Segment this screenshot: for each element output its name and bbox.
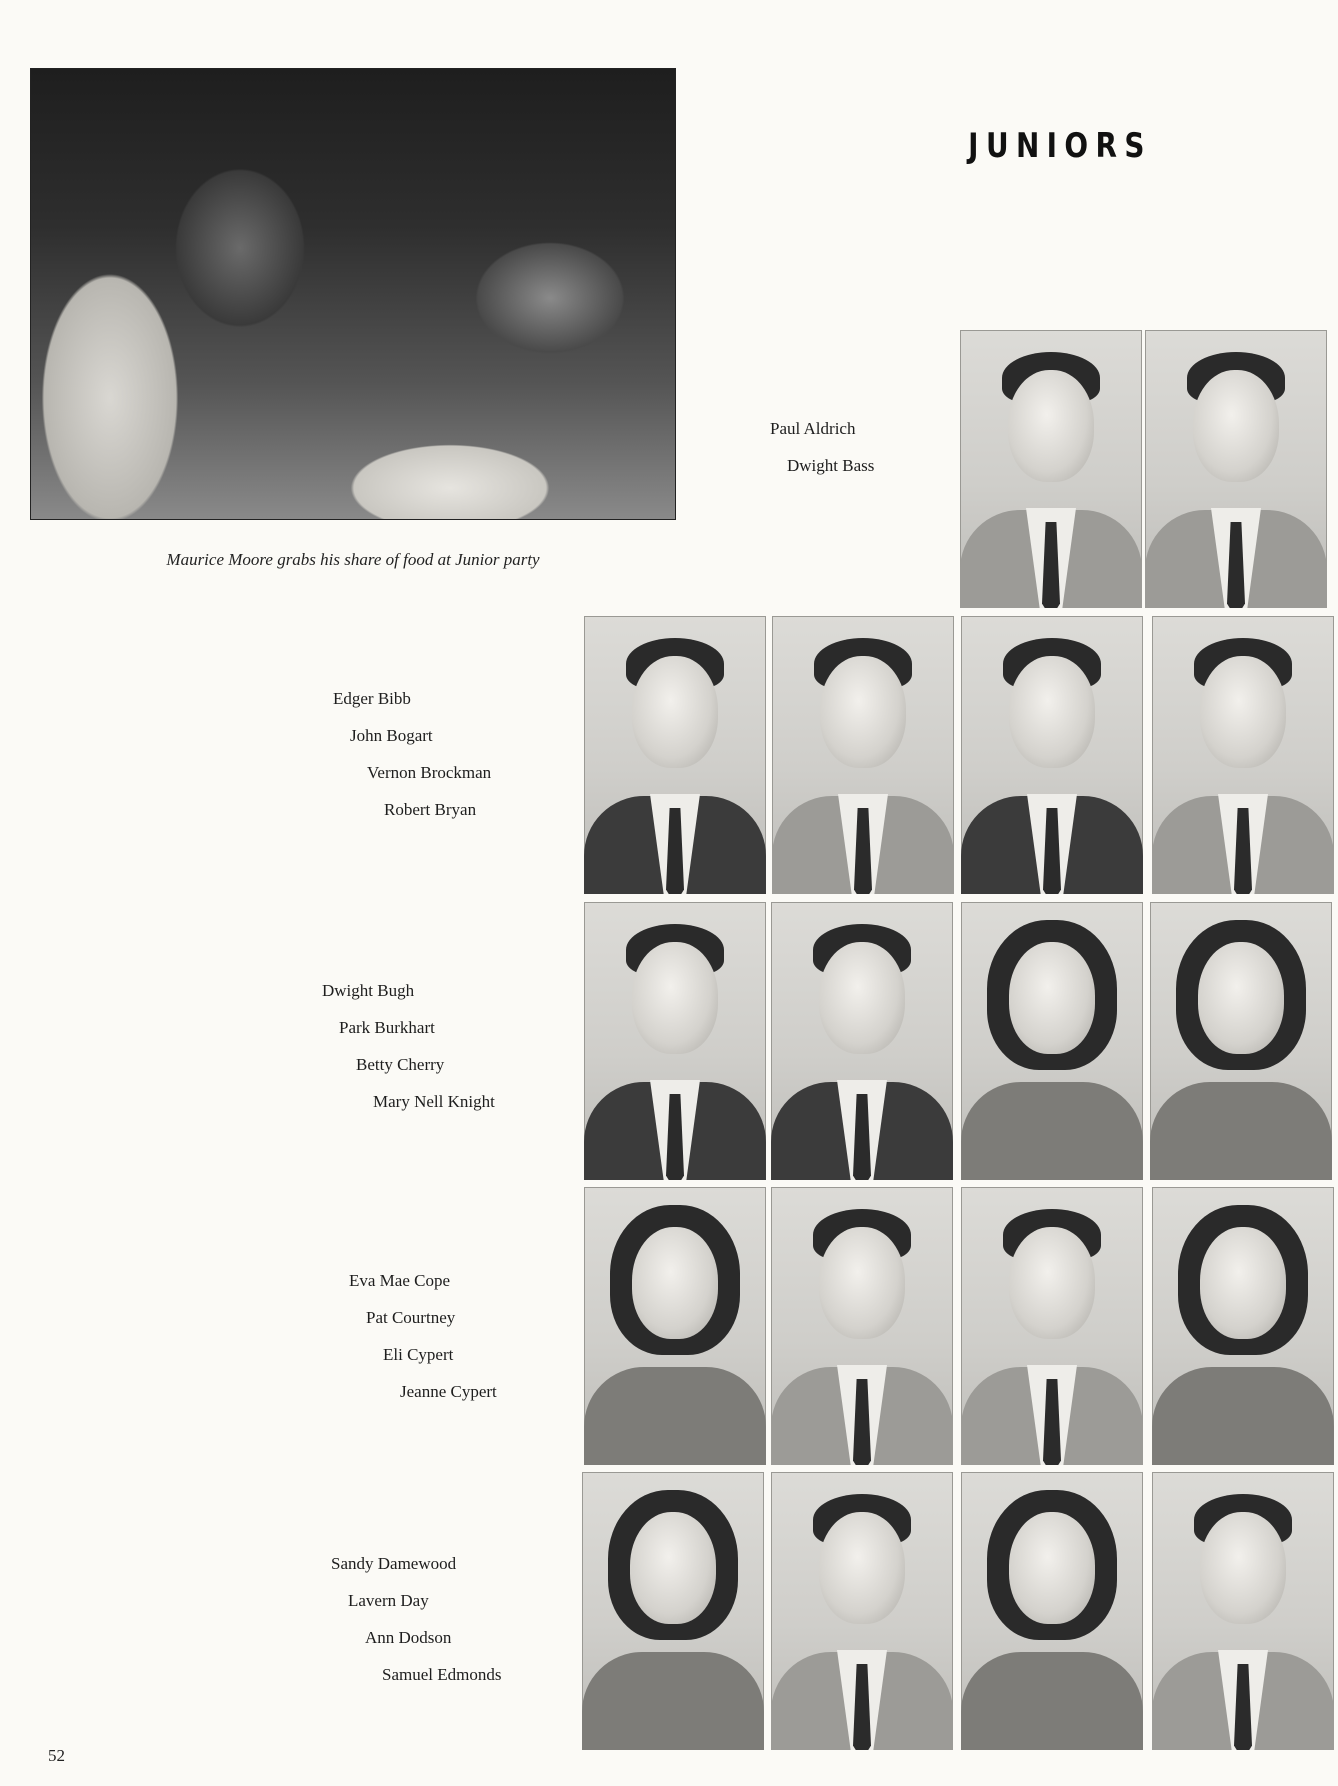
student-name: Robert Bryan xyxy=(384,800,477,819)
portrait-photo xyxy=(1152,1187,1334,1465)
portrait-photo xyxy=(961,1187,1143,1465)
student-name: Eli Cypert xyxy=(383,1345,454,1364)
student-name: John Bogart xyxy=(350,726,433,745)
portrait-photo xyxy=(772,616,954,894)
student-name: Betty Cherry xyxy=(356,1055,445,1074)
portrait-photo xyxy=(1145,330,1327,608)
name-list-group-4 xyxy=(349,1262,497,1410)
portrait-photo xyxy=(1152,1472,1334,1750)
portrait-photo xyxy=(961,902,1143,1180)
student-name: Vernon Brockman xyxy=(367,763,492,782)
student-name: Jeanne Cypert xyxy=(400,1382,497,1401)
portrait-photo xyxy=(961,1472,1143,1750)
name-list-group-1 xyxy=(770,410,874,484)
portrait-photo xyxy=(1152,616,1334,894)
student-name: Samuel Edmonds xyxy=(382,1665,502,1684)
student-name: Mary Nell Knight xyxy=(373,1092,495,1111)
student-name: Ann Dodson xyxy=(365,1628,452,1647)
portrait-photo xyxy=(584,902,766,1180)
portrait-photo xyxy=(584,616,766,894)
student-name: Edger Bibb xyxy=(333,689,411,708)
junior-party-photo xyxy=(30,68,676,520)
portrait-photo xyxy=(771,902,953,1180)
student-name: Dwight Bugh xyxy=(322,981,415,1000)
page-number: 52 xyxy=(48,1746,65,1765)
portrait-photo xyxy=(960,330,1142,608)
portrait-photo xyxy=(771,1472,953,1750)
student-name: Pat Courtney xyxy=(366,1308,456,1327)
portrait-photo xyxy=(961,616,1143,894)
section-title: JUNIORS xyxy=(968,126,1152,166)
student-name: Eva Mae Cope xyxy=(349,1271,451,1290)
portrait-photo xyxy=(584,1187,766,1465)
student-name: Park Burkhart xyxy=(339,1018,435,1037)
portrait-photo xyxy=(771,1187,953,1465)
portrait-photo xyxy=(582,1472,764,1750)
name-list-group-5 xyxy=(331,1545,501,1693)
student-name: Dwight Bass xyxy=(787,456,875,475)
student-name: Sandy Damewood xyxy=(331,1554,457,1573)
name-list-group-3 xyxy=(322,972,495,1120)
portrait-photo xyxy=(1150,902,1332,1180)
photo-caption: Maurice Moore grabs his share of food at Junior party xyxy=(166,550,540,569)
name-list-group-2 xyxy=(333,680,491,828)
student-name: Paul Aldrich xyxy=(770,419,856,438)
student-name: Lavern Day xyxy=(348,1591,429,1610)
